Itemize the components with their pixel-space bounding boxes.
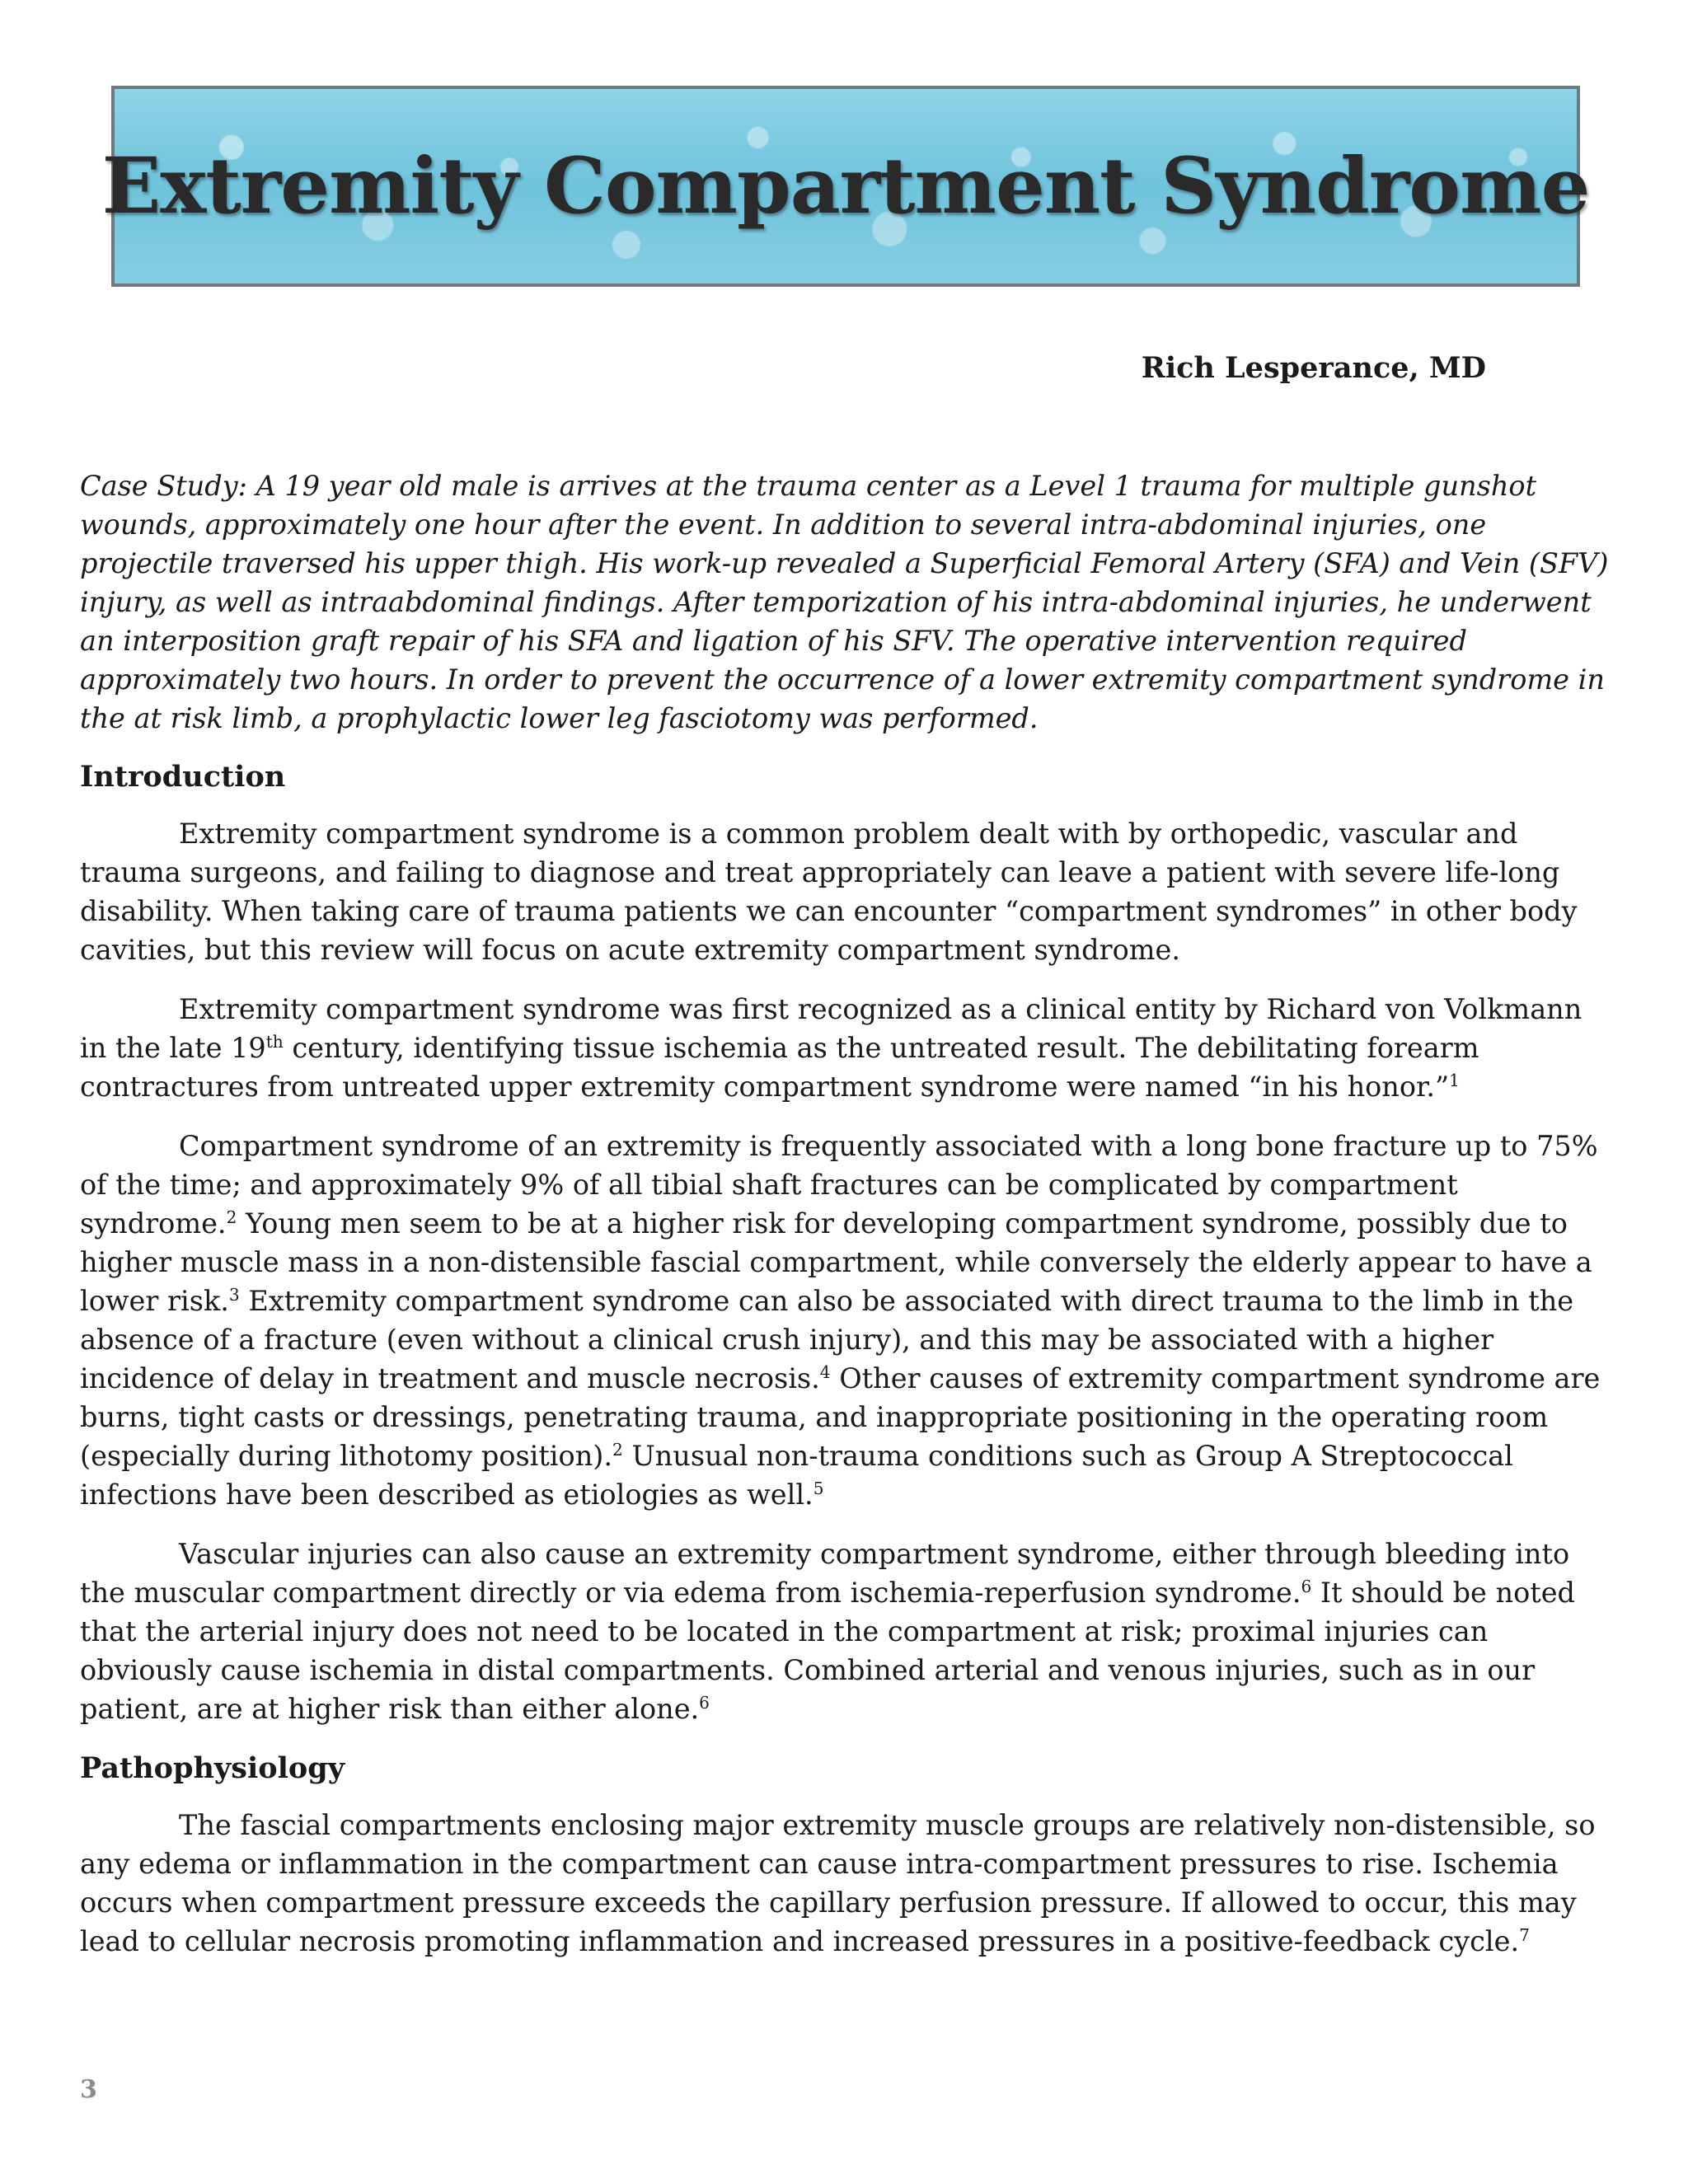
text-span: century, identifying tissue ischemia as the untreated result. The debilitating forearm contractures from untreated upper extremity compartment syndrome were named “in his honor.” bbox=[80, 1032, 1479, 1103]
reference-marker: 5 bbox=[813, 1478, 824, 1498]
reference-marker: 6 bbox=[699, 1692, 710, 1713]
section-heading-introduction: Introduction bbox=[80, 760, 286, 794]
page-number: 3 bbox=[80, 2075, 97, 2104]
reference-marker: 2 bbox=[226, 1207, 237, 1227]
reference-marker: 2 bbox=[612, 1439, 623, 1460]
intro-paragraph-3 bbox=[80, 1127, 1609, 1514]
text-span: Compartment syndrome of an extremity is frequently associated with a long bone fracture up to 75% of the time; and approximately 9% of all tibial shaft fractures can be complicated by compartment syndrome. bbox=[80, 1130, 1598, 1240]
document-title: Extremity Compartment Syndrome bbox=[101, 141, 1590, 232]
text-span: The fascial compartments enclosing major extremity muscle groups are relatively non-distensible, so any edema or inflammation in the compartment can cause intra-compartment pressures to rise. Ischemia occurs when compartment pressure exceeds the capillary perfusion pressure. If allowed to occur, this may lead to cellular necrosis promoting inflammation and increased pressures in a positive-feedback cycle. bbox=[80, 1809, 1596, 1957]
author-name: Rich Lesperance, MD bbox=[1141, 351, 1486, 385]
reference-marker: 7 bbox=[1519, 1924, 1530, 1945]
reference-marker: 4 bbox=[819, 1361, 831, 1382]
superscript-th: th bbox=[265, 1031, 284, 1052]
case-study-paragraph: Case Study: A 19 year old male is arrives at the trauma center as a Level 1 trauma for multiple gunshot wounds, approximately one hour after the event. In addition to several intra-abdominal injuries, one projectile traversed his upper thigh. His work-up revealed a Superficial Femoral Artery (SFA) and Vein (SFV) injury, as well as intraabdominal findings. After temporization of his intra-abdominal injuries, he underwent an interposition graft repair of his SFA and ligation of his SFV. The operative intervention required approximately two hours. In order to prevent the occurrence of a lower extremity compartment syndrome in the at risk limb, a prophylactic lower leg fasciotomy was performed. bbox=[80, 470, 1609, 734]
text-span: Extremity compartment syndrome can also be associated with direct trauma to the limb in the absence of a fracture (even without a clinical crush injury), and this may be associated with a higher incidence of delay in treatment and muscle necrosis. bbox=[80, 1285, 1574, 1394]
text-span: It should be noted that the arterial injury does not need to be located in the compartment at risk; proximal injuries can obviously cause ischemia in distal compartments. Combined arterial and venous injuries, such as in our patient, are at higher risk than either alone. bbox=[80, 1577, 1575, 1725]
intro-paragraph-4 bbox=[80, 1535, 1609, 1728]
reference-marker: 1 bbox=[1449, 1070, 1460, 1090]
reference-marker: 3 bbox=[228, 1284, 240, 1305]
text-span: Other causes of extremity compartment syndrome are burns, tight casts or dressings, penetrating trauma, and inappropriate positioning in the operating room (especially during lithotomy position). bbox=[80, 1362, 1601, 1472]
document-body bbox=[80, 466, 1609, 1981]
text-span: Extremity compartment syndrome was first recognized as a clinical entity by Richard von Volkmann in the late 19 bbox=[80, 993, 1582, 1064]
intro-paragraph-2 bbox=[80, 990, 1609, 1106]
reference-marker: 6 bbox=[1301, 1576, 1312, 1596]
text-span: Young men seem to be at a higher risk for developing compartment syndrome, possibly due to higher muscle mass in a non-distensible fascial compartment, while conversely the elderly appear to have a lower risk. bbox=[80, 1207, 1592, 1317]
patho-paragraph-1 bbox=[80, 1806, 1609, 1961]
title-banner bbox=[101, 86, 1590, 287]
intro-paragraph-1: Extremity compartment syndrome is a common problem dealt with by orthopedic, vascular and trauma surgeons, and failing to diagnose and treat appropriately can leave a patient with severe life-long disability. When taking care of trauma patients we can encounter “compartment syndromes” in other body cavities, but this review will focus on acute extremity compartment syndrome. bbox=[80, 818, 1578, 966]
text-span: Vascular injuries can also cause an extremity compartment syndrome, either through bleeding into the muscular compartment directly or via edema from ischemia-reperfusion syndrome. bbox=[80, 1538, 1570, 1609]
section-heading-pathophysiology: Pathophysiology bbox=[80, 1751, 345, 1785]
text-span: Unusual non-trauma conditions such as Group A Streptococcal infections have been described as etiologies as well. bbox=[80, 1440, 1513, 1511]
